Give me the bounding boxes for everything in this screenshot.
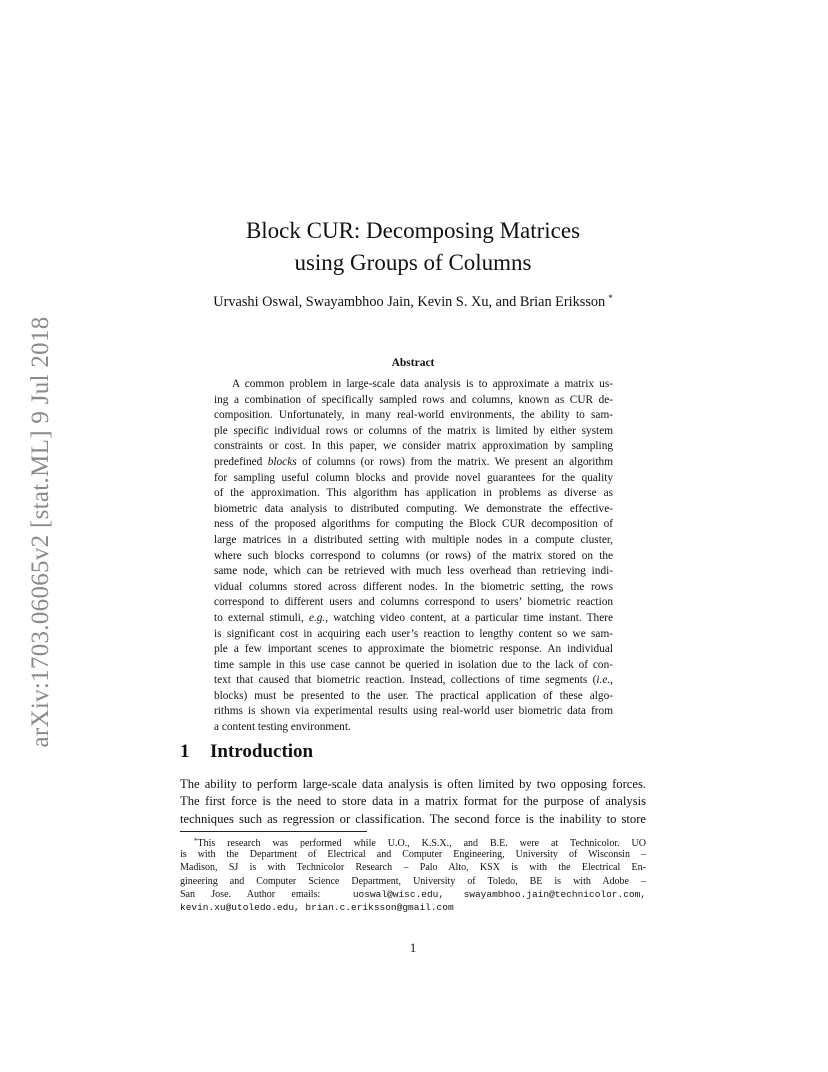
abstract-line: blocks) must be presented to the user. The practical application of these algo- <box>214 689 613 702</box>
footnote-divider <box>180 831 367 832</box>
paper-title <box>180 215 646 279</box>
footnote-line: *This research was performed while U.O., K.S.X., and B.E. were at Technicolor. UO <box>194 837 646 849</box>
abstract-line: rithms is shown via experimental results using real-world user biometric data from <box>214 705 613 718</box>
abstract-line: to external stimuli, e.g., watching video content, at a particular time instant. There <box>214 611 613 624</box>
abstract-line: of the approximation. This algorithm has application in problems as diverse as <box>214 487 613 500</box>
abstract-line: ple a few important scenes to approximate the biometric response. An individual <box>214 643 613 656</box>
abstract-line: a content testing environment. <box>214 721 351 734</box>
footnote-line: is with the Department of Electrical and Computer Engineering, University of Wisconsin – <box>180 849 646 861</box>
abstract-line: ing a combination of specifically sampled rows and columns, known as CUR de- <box>214 393 613 406</box>
abstract-line: ness of the proposed algorithms for computing the Block CUR decomposition of <box>214 518 613 531</box>
introduction-line: The ability to perform large-scale data analysis is often limited by two opposing forces. <box>180 777 646 791</box>
abstract-line: biometric data analysis to distributed computing. We demonstrate the effective- <box>214 502 613 515</box>
section-heading <box>180 741 313 763</box>
footnote-line: gineering and Computer Science Department, University of Toledo, BE is with Adobe – <box>180 875 646 887</box>
footnote-line: Madison, SJ is with Technicolor Research – Palo Alto, KSX is with the Electrical En- <box>180 862 646 874</box>
introduction-line: techniques such as regression or classification. The second force is the inability to store <box>180 811 646 826</box>
page-number: 1 <box>409 941 417 955</box>
footnote-emails: uoswal@wisc.edu, swayambhoo.jain@technicolor.com, <box>352 888 646 900</box>
introduction-body <box>180 776 646 828</box>
footnote-mark: * <box>194 837 198 845</box>
abstract-line: predefined blocks of columns (or rows) from the matrix. We present an algorithm <box>214 455 613 468</box>
author-footnote-mark: * <box>608 293 613 303</box>
introduction-line: The first force is the need to store data in a matrix format for the purpose of analysis <box>180 794 646 809</box>
author-names: Urvashi Oswal, Swayambhoo Jain, Kevin S. Xu, and Brian Eriksson <box>213 294 606 310</box>
abstract-line: time sample in this use case cannot be queried in isolation due to the lack of con- <box>214 658 613 671</box>
arxiv-identifier-stamp: arXiv:1703.06065v2 [stat.ML] 9 Jul 2018 <box>27 316 54 748</box>
abstract-line: vidual columns stored across different nodes. In the biometric setting, the rows <box>214 580 613 593</box>
footnote-emails-label: San Jose. Author emails: <box>180 888 321 900</box>
footnote <box>180 835 646 914</box>
abstract-line: same node, which can be retrieved with much less overhead than retrieving indi- <box>214 565 613 578</box>
footnote-emails: kevin.xu@utoledo.edu, brian.c.eriksson@gmail.com <box>180 901 454 913</box>
section-title: Introduction <box>210 741 314 762</box>
paper-title-line-2: using Groups of Columns <box>294 250 532 275</box>
author-list <box>180 293 646 311</box>
abstract-line: composition. Unfortunately, in many real-world environments, the ability to sam- <box>214 409 613 422</box>
abstract-heading: Abstract <box>391 357 435 369</box>
abstract-line: text that caused that biometric reaction. Instead, collections of time segments (i.e., <box>214 674 613 687</box>
abstract-line: for sampling useful column blocks and provide novel guarantees for the quality <box>214 471 613 484</box>
footnote-line <box>180 888 646 901</box>
abstract-line: constraints or cost. In this paper, we consider matrix approximation by sampling <box>214 440 613 453</box>
abstract-line: correspond to different users and columns correspond to users’ biometric reaction <box>214 596 613 609</box>
footnote-line <box>180 901 646 914</box>
abstract-line: where such blocks correspond to columns (or rows) of the matrix stored on the <box>214 549 613 562</box>
paper-title-line-1: Block CUR: Decomposing Matrices <box>245 218 581 243</box>
abstract-line: ple specific individual rows or columns of the matrix is limited by either system <box>214 424 613 437</box>
section-number: 1 <box>180 741 190 762</box>
abstract-line: large matrices in a distributed setting with multiple nodes in a compute cluster, <box>214 533 613 546</box>
abstract-body <box>214 377 613 736</box>
abstract-line: A common problem in large-scale data analysis is to approximate a matrix us- <box>232 378 613 390</box>
abstract-line: is significant cost in acquiring each user’s reaction to lengthy content so we sam- <box>214 627 613 640</box>
